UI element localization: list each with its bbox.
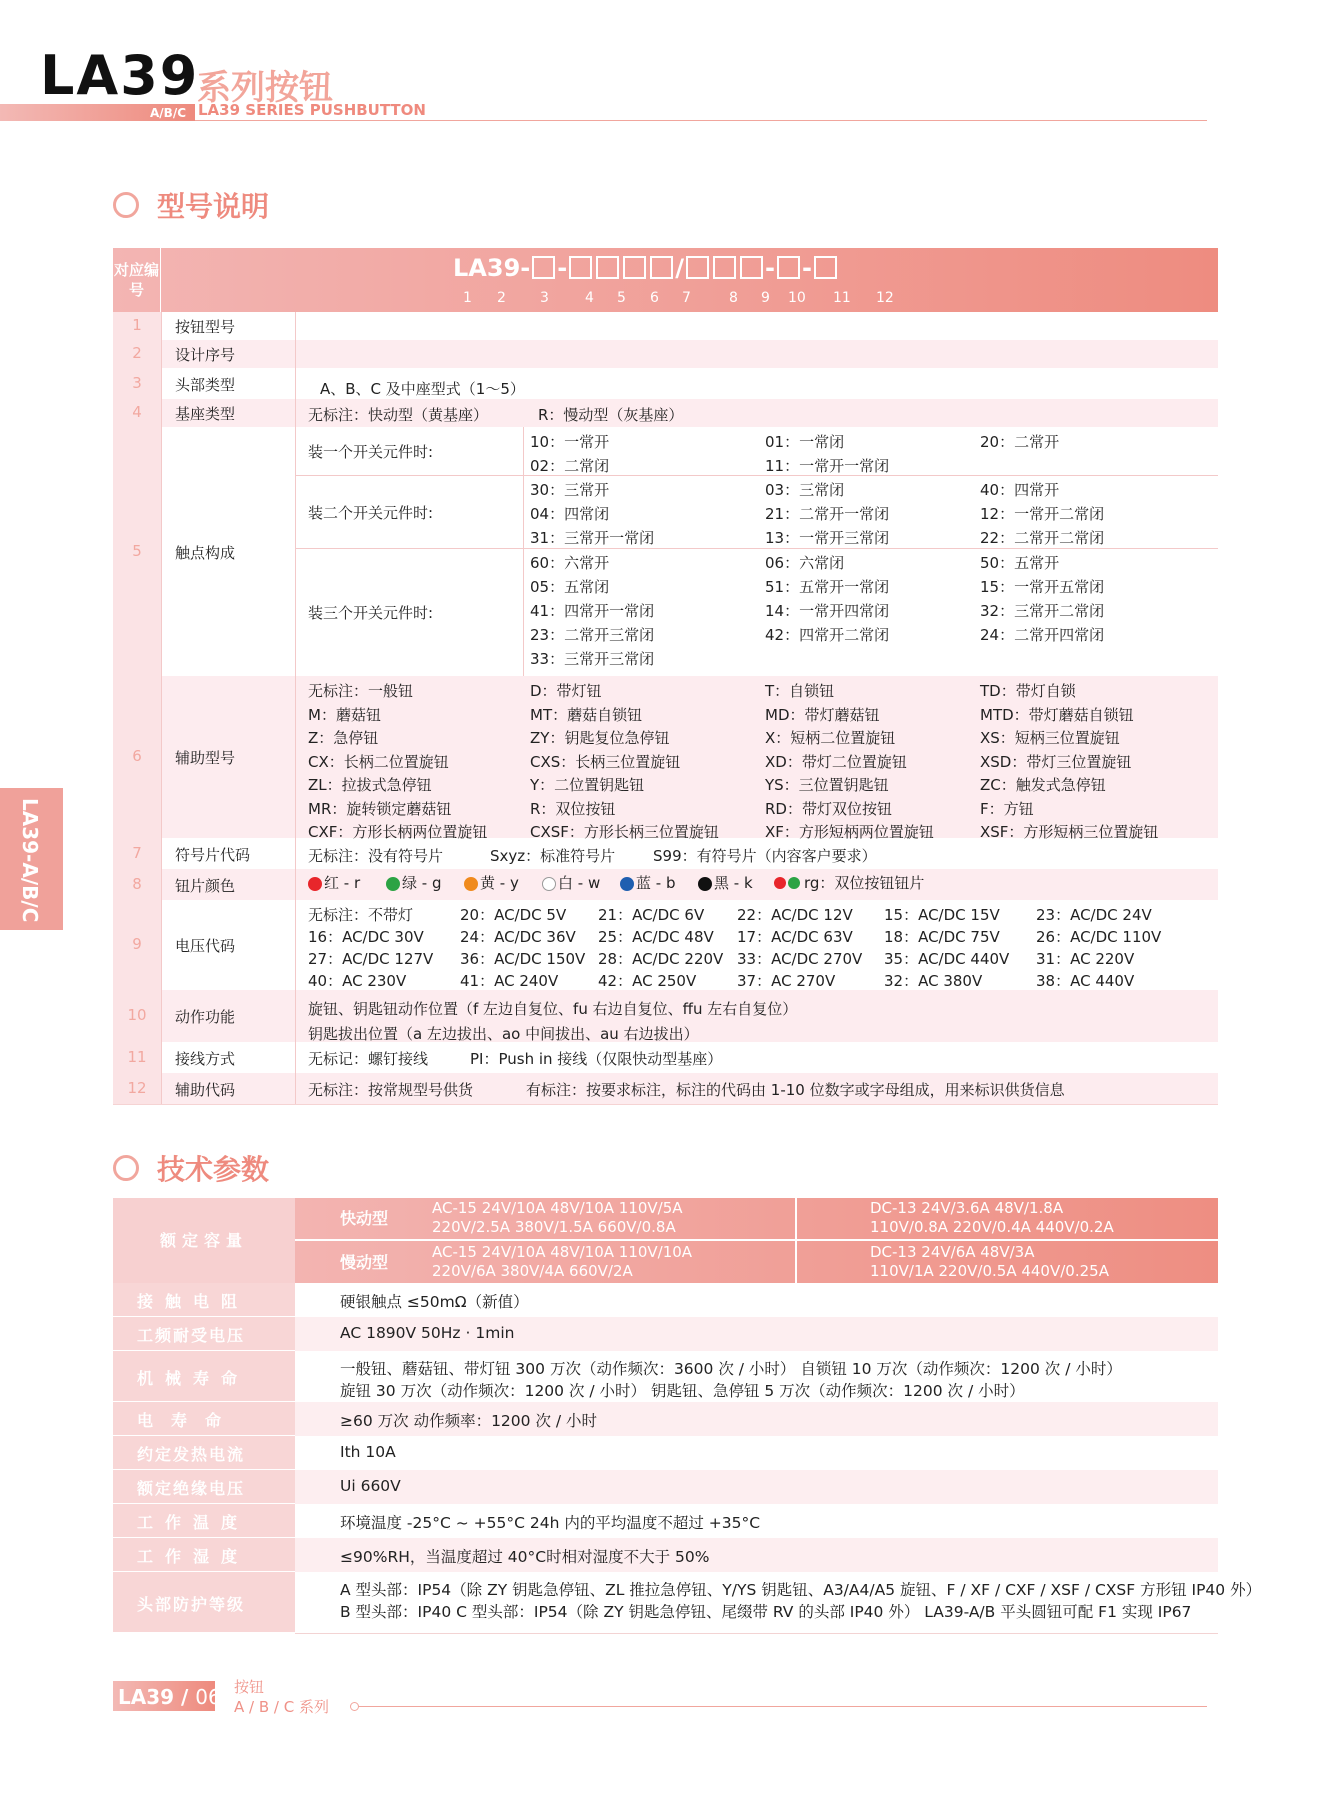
table-row — [113, 312, 1218, 341]
row-name: 辅助代码 — [175, 1080, 236, 1099]
aux-item: MD：带灯蘑菇钮 — [765, 705, 880, 724]
voltage-item: 31：AC 220V — [1036, 950, 1135, 968]
col-divider — [161, 990, 162, 1042]
contact-item: 13：一常开三常闭 — [765, 529, 890, 547]
col-divider — [295, 838, 296, 869]
header-title-cn: 系列按钮 — [197, 68, 333, 108]
tech-label: 机械寿命 — [137, 1368, 250, 1388]
aux-item: 无标注：一般钮 — [308, 682, 414, 700]
contact-item: 50：五常开 — [980, 554, 1060, 572]
aux-item: XD：带灯二位置旋钮 — [765, 752, 907, 771]
aux-item: R：双位按钮 — [530, 799, 616, 818]
fast-dc-line2: 110V/0.8A 220V/0.4A 440V/0.2A — [870, 1218, 1114, 1236]
col-divider — [295, 312, 296, 340]
row-number: 12 — [127, 1078, 147, 1097]
base-type-fast: 无标注：快动型（黄基座） — [308, 406, 489, 424]
contact-item: 01：一常闭 — [765, 433, 845, 451]
row-name: 设计序号 — [175, 346, 236, 364]
tech-value: Ith 10A — [340, 1443, 396, 1461]
voltage-item: 18：AC/DC 75V — [884, 928, 1000, 946]
contact-item: 02：二常闭 — [530, 457, 610, 475]
action-line2: 钥匙拔出位置（a 左边拔出、ao 中间拔出、au 右边拔出） — [308, 1025, 699, 1043]
fast-dc-line1: DC-13 24V/3.6A 48V/1.8A — [870, 1199, 1064, 1217]
contact-item: 60：六常开 — [530, 554, 610, 572]
tech-value: 旋钮 30 万次（动作频次：1200 次 / 小时） 钥匙钮、急停钮 5 万次（动作频次：1200 次 / 小时） — [340, 1382, 1025, 1400]
contact-item: 41：四常开一常闭 — [530, 602, 655, 620]
col-divider — [161, 340, 162, 368]
row-divider — [295, 475, 1218, 476]
voltage-item: 38：AC 440V — [1036, 972, 1135, 990]
tech-label: 电寿命 — [137, 1411, 240, 1430]
voltage-item: 35：AC/DC 440V — [884, 950, 1010, 968]
voltage-item: 16：AC/DC 30V — [308, 928, 424, 946]
aux-item: CXSF：方形长柄三位置旋钮 — [530, 823, 719, 841]
tech-label: 工作湿度 — [137, 1547, 250, 1566]
aux-item: ZY：钥匙复位急停钮 — [530, 729, 670, 747]
contact-item: 40：四常开 — [980, 481, 1060, 499]
aux-item: D：带灯钮 — [530, 682, 602, 700]
col-divider — [161, 838, 162, 869]
color-label: 白 - w — [558, 874, 601, 892]
aux-item: CXS：长柄三位置旋钮 — [530, 752, 681, 771]
contact-item: 24：二常开四常闭 — [980, 626, 1105, 644]
col-divider — [161, 427, 162, 676]
aux-item: ZL：拉拔式急停钮 — [308, 776, 432, 794]
color-dot-green — [788, 877, 800, 889]
voltage-item: 40：AC 230V — [308, 972, 407, 990]
footer-rule — [358, 1706, 1207, 1707]
col-divider — [295, 427, 296, 676]
row-number: 3 — [132, 373, 142, 392]
side-tab-label: LA39-A/B/C — [18, 798, 42, 923]
voltage-item: 24：AC/DC 36V — [460, 928, 576, 946]
header-brand: LA39 — [40, 44, 200, 107]
col-divider — [295, 676, 296, 838]
col-divider — [295, 1042, 296, 1073]
col-divider — [161, 312, 162, 340]
contact-item: 20：二常开 — [980, 433, 1060, 451]
wiring-pushin: PI：Push in 接线（仅限快动型基座） — [470, 1050, 723, 1068]
slow-ac-line2: 220V/6A 380V/4A 660V/2A — [432, 1262, 633, 1280]
aux-code-default: 无标注：按常规型号供货 — [308, 1081, 474, 1099]
fast-ac-line1: AC-15 24V/10A 48V/10A 110V/5A — [432, 1199, 683, 1217]
contact-group-label: 装二个开关元件时: — [308, 503, 434, 522]
col-divider — [161, 1073, 162, 1104]
color-dot — [386, 877, 400, 891]
aux-item: Z：急停钮 — [308, 729, 379, 747]
symbol-custom: S99：有符号片（内容客户要求） — [653, 847, 877, 865]
tech-value: 一般钮、蘑菇钮、带灯钮 300 万次（动作频次：3600 次 / 小时） 自锁钮 10 万次（动作频次：1200 次 / 小时） — [340, 1360, 1122, 1378]
contact-item: 23：二常开三常闭 — [530, 626, 655, 644]
header-rule — [195, 120, 1207, 121]
row-divider — [295, 548, 1218, 549]
contact-item: 42：四常开二常闭 — [765, 626, 890, 644]
col-divider — [295, 869, 296, 900]
tech-label: 额定绝缘电压 — [137, 1479, 246, 1498]
row-name: 动作功能 — [175, 1008, 236, 1026]
aux-item: XF：方形短柄两位置旋钮 — [765, 823, 934, 841]
row-number: 8 — [132, 874, 142, 893]
col-divider — [523, 548, 524, 676]
head-type-value: A、B、C 及中座型式（1～5） — [320, 380, 525, 398]
col-divider — [523, 475, 524, 548]
voltage-item: 33：AC/DC 270V — [737, 950, 863, 968]
contact-group-label: 装一个开关元件时: — [308, 443, 434, 461]
footer-cn: 按钮 — [234, 1678, 265, 1696]
tech-value: ≥60 万次 动作频率：1200 次 / 小时 — [340, 1412, 598, 1430]
row-number: 1 — [132, 316, 142, 334]
tech-label: 头部防护等级 — [137, 1594, 246, 1614]
tech-label: 工频耐受电压 — [137, 1326, 246, 1345]
row-number: 9 — [132, 935, 142, 953]
contact-item: 14：一常开四常闭 — [765, 602, 890, 620]
fast-ac-line2: 220V/2.5A 380V/1.5A 660V/0.8A — [432, 1218, 676, 1236]
slow-type-label: 慢动型 — [340, 1253, 389, 1272]
contact-item: 22：二常开二常闭 — [980, 529, 1105, 547]
tech-label: 工作温度 — [137, 1513, 250, 1532]
aux-item: XS：短柄三位置旋钮 — [980, 729, 1120, 747]
row-number: 10 — [127, 1006, 147, 1024]
col-divider — [161, 368, 162, 399]
model-code: LA39- - / - - — [453, 254, 839, 282]
aux-item: RD：带灯双位按钮 — [765, 799, 892, 818]
row-name: 符号片代码 — [175, 845, 251, 864]
section-title-model: 型号说明 — [113, 185, 269, 225]
tech-value: Ui 660V — [340, 1477, 401, 1495]
aux-item: MR：旋转锁定蘑菇钮 — [308, 799, 452, 818]
col-divider — [161, 1042, 162, 1073]
voltage-item: 26：AC/DC 110V — [1036, 928, 1162, 946]
voltage-item: 28：AC/DC 220V — [598, 950, 724, 968]
aux-item: MTD：带灯蘑菇自锁钮 — [980, 705, 1134, 724]
aux-item: XSD：带灯三位置旋钮 — [980, 752, 1132, 771]
section-title-tech: 技术参数 — [113, 1148, 269, 1188]
aux-item: CXF：方形长柄两位置旋钮 — [308, 823, 488, 841]
aux-item: T：自锁钮 — [765, 682, 835, 700]
voltage-item: 17：AC/DC 63V — [737, 928, 853, 946]
color-dot — [698, 877, 712, 891]
aux-item: YS：三位置钥匙钮 — [765, 776, 889, 794]
voltage-item: 41：AC 240V — [460, 972, 559, 990]
color-rg-label: rg：双位按钮钮片 — [804, 874, 925, 892]
slow-dc-line2: 110V/1A 220V/0.5A 440V/0.25A — [870, 1262, 1109, 1280]
contact-item: 33：三常开三常闭 — [530, 650, 655, 668]
contact-item: 12：一常开二常闭 — [980, 505, 1105, 523]
contact-item: 32：三常开二常闭 — [980, 602, 1105, 620]
col-divider — [295, 368, 296, 399]
color-label: 黄 - y — [480, 874, 519, 892]
fast-type-label: 快动型 — [340, 1209, 389, 1228]
contact-item: 51：五常开一常闭 — [765, 578, 890, 596]
col-divider — [161, 900, 162, 990]
voltage-item: 25：AC/DC 48V — [598, 928, 714, 946]
row-number: 6 — [132, 747, 142, 765]
row-name: 基座类型 — [175, 405, 236, 423]
tech-label: 接触电阻 — [137, 1292, 250, 1311]
tech-value: 硬银触点 ≤50mΩ（新值） — [340, 1293, 529, 1311]
color-dot — [308, 877, 322, 891]
table-row — [113, 368, 1218, 400]
col-divider — [295, 399, 296, 427]
voltage-item: 无标注：不带灯 — [308, 906, 414, 924]
row-name: 触点构成 — [175, 543, 236, 562]
voltage-item: 23：AC/DC 24V — [1036, 906, 1152, 924]
row-name: 按钮型号 — [175, 318, 236, 336]
table-row — [113, 340, 1218, 369]
tech-value: ≤90%RH，当温度超过 40°C时相对湿度不大于 50% — [340, 1548, 710, 1566]
color-label: 绿 - g — [402, 874, 442, 892]
aux-item: TD：带灯自锁 — [980, 682, 1076, 700]
row-name: 接线方式 — [175, 1049, 236, 1068]
col-divider — [161, 869, 162, 900]
contact-item: 03：三常闭 — [765, 481, 845, 499]
tech-label: 约定发热电流 — [137, 1445, 246, 1464]
row-name: 头部类型 — [175, 375, 236, 394]
model-table-header: 对应编号 LA39- - / - - 1 2 3 4 5 6 7 8 9 10 11 12 — [113, 248, 1218, 312]
tech-value: AC 1890V 50Hz · 1min — [340, 1324, 515, 1342]
contact-item: 05：五常闭 — [530, 578, 610, 596]
contact-item: 04：四常闭 — [530, 505, 610, 523]
aux-code-marked: 有标注：按要求标注，标注的代码由 1-10 位数字或字母组成，用来标识供货信息 — [526, 1081, 1065, 1099]
contact-item: 06：六常闭 — [765, 554, 845, 572]
tech-value-cell — [295, 1436, 1218, 1471]
voltage-item: 15：AC/DC 15V — [884, 906, 1000, 924]
col-divider — [295, 1073, 296, 1104]
slow-ac-line1: AC-15 24V/10A 48V/10A 110V/10A — [432, 1243, 693, 1261]
slow-dc-line1: DC-13 24V/6A 48V/3A — [870, 1243, 1035, 1261]
tech-value-cell — [295, 1470, 1218, 1505]
contact-item: 31：三常开一常闭 — [530, 529, 655, 547]
footer-series: A / B / C 系列 — [234, 1698, 329, 1716]
rated-label: 额定容量 — [113, 1198, 295, 1283]
row-number: 5 — [132, 541, 142, 560]
contact-item: 11：一常开一常闭 — [765, 457, 890, 475]
header-abc: A/B/C — [150, 106, 187, 120]
base-type-slow: R：慢动型（灰基座） — [538, 406, 684, 424]
voltage-item: 37：AC 270V — [737, 972, 836, 990]
aux-item: MT：蘑菇自锁钮 — [530, 705, 643, 724]
contact-item: 30：三常开 — [530, 481, 610, 499]
row-number: 7 — [132, 843, 142, 862]
symbol-none: 无标注：没有符号片 — [308, 847, 444, 865]
row-name: 钮片颜色 — [175, 876, 236, 895]
row-number: 4 — [132, 403, 142, 421]
voltage-item: 42：AC 250V — [598, 972, 697, 990]
col-divider — [161, 676, 162, 838]
header-title-en: LA39 SERIES PUSHBUTTON — [198, 101, 426, 119]
footer-page: LA39 / 06 — [118, 1685, 221, 1709]
header-label: 对应编号 — [113, 248, 161, 312]
aux-item: X：短柄二位置旋钮 — [765, 729, 896, 747]
tech-value: 环境温度 -25°C ~ +55°C 24h 内的平均温度不超过 +35°C — [340, 1514, 761, 1532]
col-divider — [295, 990, 296, 1042]
voltage-item: 27：AC/DC 127V — [308, 950, 434, 968]
aux-item: F：方钮 — [980, 799, 1034, 818]
col-divider — [523, 427, 524, 475]
circle-icon — [113, 192, 139, 218]
voltage-item: 32：AC 380V — [884, 972, 983, 990]
aux-item: XSF：方形短柄三位置旋钮 — [980, 823, 1159, 841]
wiring-screw: 无标记：螺钉接线 — [308, 1050, 429, 1068]
col-divider — [161, 399, 162, 427]
symbol-std: Sxyz：标准符号片 — [490, 847, 616, 865]
voltage-item: 21：AC/DC 6V — [598, 906, 705, 924]
color-label: 蓝 - b — [636, 874, 676, 892]
color-dot — [620, 877, 634, 891]
contact-item: 15：一常开五常闭 — [980, 578, 1105, 596]
color-dot — [464, 877, 478, 891]
voltage-item: 22：AC/DC 12V — [737, 906, 853, 924]
col-divider — [295, 340, 296, 368]
col-divider — [295, 900, 296, 990]
aux-item: CX：长柄二位置旋钮 — [308, 752, 449, 771]
contact-item: 21：二常开一常闭 — [765, 505, 890, 523]
aux-item: Y：二位置钥匙钮 — [530, 776, 645, 794]
row-number: 11 — [127, 1047, 147, 1066]
row-name: 辅助型号 — [175, 749, 236, 767]
tech-value: B 型头部：IP40 C 型头部：IP54（除 ZY 钥匙急停钮、尾缀带 RV 的头部 IP40 外） LA39-A/B 平头圆钮可配 F1 实现 IP67 — [340, 1603, 1192, 1621]
row-name: 电压代码 — [175, 937, 236, 955]
action-line1: 旋钮、钥匙钮动作位置（f 左边自复位、fu 右边自复位、ffu 左右自复位） — [308, 1000, 798, 1018]
voltage-item: 36：AC/DC 150V — [460, 950, 586, 968]
circle-icon — [113, 1155, 139, 1181]
color-label: 黑 - k — [714, 874, 753, 892]
contact-group-label: 装三个开关元件时: — [308, 604, 434, 622]
tech-value: A 型头部：IP54（除 ZY 钥匙急停钮、ZL 推拉急停钮、Y/YS 钥匙钮、A3/A4/A5 旋钮、F / XF / CXF / XSF / CXSF 方形钮 IP40 外） — [340, 1581, 1262, 1599]
row-number: 2 — [132, 344, 142, 362]
aux-item: ZC：触发式急停钮 — [980, 776, 1106, 794]
color-label: 红 - r — [324, 874, 361, 892]
color-dot-red — [774, 877, 786, 889]
aux-item: M：蘑菇钮 — [308, 705, 381, 724]
voltage-item: 20：AC/DC 5V — [460, 906, 567, 924]
contact-item: 10：一常开 — [530, 433, 610, 451]
color-dot — [542, 877, 556, 891]
